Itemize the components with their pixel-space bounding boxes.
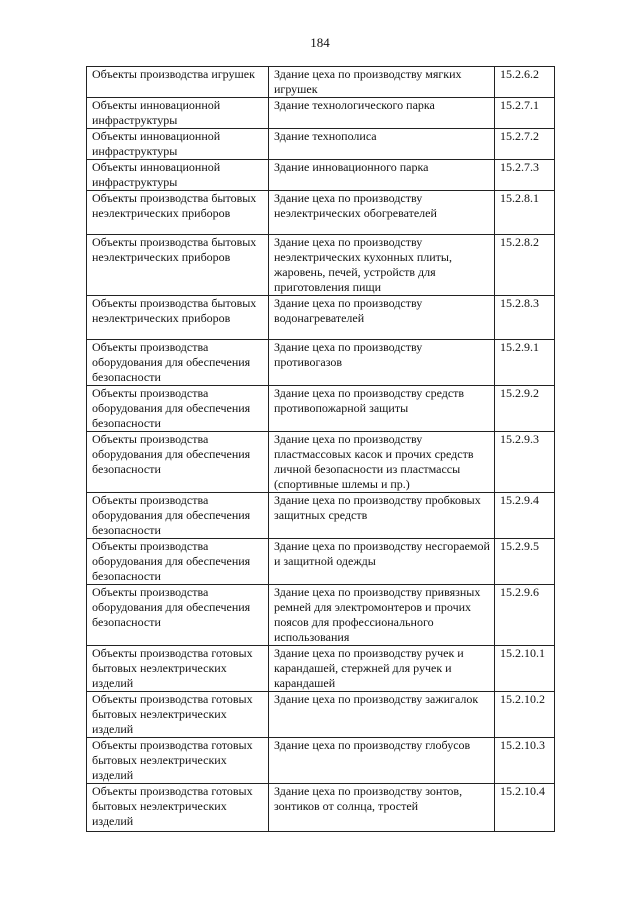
object-category-cell: Объекты производства бытовых неэлектрических приборов (87, 191, 269, 235)
building-type-cell: Здание цеха по производству мягких игрушек (269, 67, 495, 98)
table-row (87, 784, 555, 832)
table-row (87, 340, 555, 386)
table-row (87, 67, 555, 98)
classifier-code-cell: 15.2.10.2 (495, 692, 555, 738)
object-category-cell: Объекты производства готовых бытовых неэлектрических изделий (87, 784, 269, 832)
classifier-code-cell: 15.2.7.1 (495, 98, 555, 129)
building-type-cell: Здание цеха по производству несгораемой и защитной одежды (269, 539, 495, 585)
table-row (87, 432, 555, 493)
object-category-cell: Объекты производства оборудования для обеспечения безопасности (87, 386, 269, 432)
building-type-cell: Здание цеха по производству привязных ремней для электромонтеров и прочих поясов для профессионального использования (269, 585, 495, 646)
classifier-code-cell: 15.2.9.2 (495, 386, 555, 432)
table-row (87, 386, 555, 432)
classifier-code-cell: 15.2.8.1 (495, 191, 555, 235)
classifier-code-cell: 15.2.9.1 (495, 340, 555, 386)
object-category-cell: Объекты производства готовых бытовых неэлектрических изделий (87, 646, 269, 692)
classifier-code-cell: 15.2.8.2 (495, 235, 555, 296)
table-row (87, 738, 555, 784)
building-type-cell: Здание технополиса (269, 129, 495, 160)
building-type-cell: Здание инновационного парка (269, 160, 495, 191)
object-category-cell: Объекты производства оборудования для обеспечения безопасности (87, 539, 269, 585)
classifier-code-cell: 15.2.9.3 (495, 432, 555, 493)
building-type-cell: Здание цеха по производству водонагревателей (269, 296, 495, 340)
classifier-code-cell: 15.2.9.6 (495, 585, 555, 646)
classifier-code-cell: 15.2.9.5 (495, 539, 555, 585)
building-type-cell: Здание цеха по производству пластмассовых касок и прочих средств личной безопасности из пластмассы (спортивные шлемы и пр.) (269, 432, 495, 493)
object-category-cell: Объекты производства оборудования для обеспечения безопасности (87, 340, 269, 386)
table-row (87, 129, 555, 160)
registry-table (86, 66, 555, 832)
table-row (87, 191, 555, 235)
classifier-code-cell: 15.2.6.2 (495, 67, 555, 98)
object-category-cell: Объекты производства бытовых неэлектрических приборов (87, 296, 269, 340)
building-type-cell: Здание цеха по производству неэлектрических кухонных плиты, жаровень, печей, устройств для приготовления пищи (269, 235, 495, 296)
table-row (87, 235, 555, 296)
classifier-code-cell: 15.2.7.3 (495, 160, 555, 191)
object-category-cell: Объекты инновационной инфраструктуры (87, 98, 269, 129)
classifier-code-cell: 15.2.9.4 (495, 493, 555, 539)
table-row (87, 160, 555, 191)
building-type-cell: Здание цеха по производству средств противопожарной защиты (269, 386, 495, 432)
classifier-code-cell: 15.2.8.3 (495, 296, 555, 340)
object-category-cell: Объекты производства готовых бытовых неэлектрических изделий (87, 692, 269, 738)
building-type-cell: Здание цеха по производству пробковых защитных средств (269, 493, 495, 539)
building-type-cell: Здание цеха по производству зажигалок (269, 692, 495, 738)
table-row (87, 493, 555, 539)
object-category-cell: Объекты производства оборудования для обеспечения безопасности (87, 493, 269, 539)
registry-table-body (87, 67, 555, 832)
building-type-cell: Здание цеха по производству глобусов (269, 738, 495, 784)
object-category-cell: Объекты производства готовых бытовых неэлектрических изделий (87, 738, 269, 784)
building-type-cell: Здание цеха по производству противогазов (269, 340, 495, 386)
table-row (87, 98, 555, 129)
object-category-cell: Объекты производства оборудования для обеспечения безопасности (87, 432, 269, 493)
object-category-cell: Объекты инновационной инфраструктуры (87, 160, 269, 191)
page-number: 184 (310, 35, 330, 50)
classifier-code-cell: 15.2.10.4 (495, 784, 555, 832)
object-category-cell: Объекты производства бытовых неэлектрических приборов (87, 235, 269, 296)
building-type-cell: Здание технологического парка (269, 98, 495, 129)
table-row (87, 296, 555, 340)
classifier-code-cell: 15.2.10.1 (495, 646, 555, 692)
building-type-cell: Здание цеха по производству зонтов, зонтиков от солнца, тростей (269, 784, 495, 832)
classifier-code-cell: 15.2.7.2 (495, 129, 555, 160)
building-type-cell: Здание цеха по производству неэлектрических обогревателей (269, 191, 495, 235)
classifier-code-cell: 15.2.10.3 (495, 738, 555, 784)
object-category-cell: Объекты производства игрушек (87, 67, 269, 98)
table-row (87, 539, 555, 585)
table-row (87, 585, 555, 646)
table-row (87, 646, 555, 692)
object-category-cell: Объекты производства оборудования для обеспечения безопасности (87, 585, 269, 646)
object-category-cell: Объекты инновационной инфраструктуры (87, 129, 269, 160)
table-row (87, 692, 555, 738)
building-type-cell: Здание цеха по производству ручек и карандашей, стержней для ручек и карандашей (269, 646, 495, 692)
